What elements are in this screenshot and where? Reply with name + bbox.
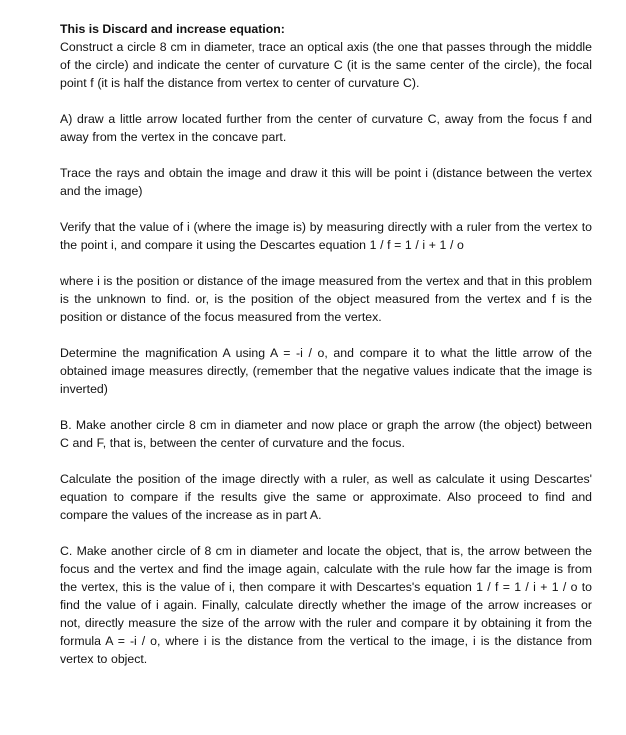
paragraph-calculate-position: Calculate the position of the image directly with a ruler, as well as calculate it using Descartes' equation to compare if the results give the same or approximate. Also proceed to find and compare the values of the increase as in part A. — [60, 472, 592, 522]
document-page — [60, 20, 592, 686]
paragraph-construct-circle: Construct a circle 8 cm in diameter, trace an optical axis (the one that passes through the middle of the circle) and indicate the center of curvature C (it is the same center of the circle), the focal point f (it is half the distance from vertex to center of curvature C). — [60, 40, 592, 90]
paragraph-part-a-arrow: A) draw a little arrow located further from the center of curvature C, away from the focus f and away from the vertex in the concave part. — [60, 112, 592, 144]
paragraph-trace-rays: Trace the rays and obtain the image and draw it this will be point i (distance between the vertex and the image) — [60, 166, 592, 198]
paragraph-variable-definitions: where i is the position or distance of the image measured from the vertex and that in this problem is the unknown to find. or, is the position of the object measured from the vertex and f is the position or distance of the focus measured from the vertex. — [60, 274, 592, 324]
paragraph-magnification: Determine the magnification A using A = -i / o, and compare it to what the little arrow of the obtained image measures directly, (remember that the negative values indicate that the image is inverted) — [60, 346, 592, 396]
document-title: This is Discard and increase equation: — [60, 22, 285, 36]
paragraph-verify-image: Verify that the value of i (where the image is) by measuring directly with a ruler from the vertex to the point i, and compare it using the Descartes equation 1 / f = 1 / i + 1 / o — [60, 220, 592, 252]
paragraph-part-b: B. Make another circle 8 cm in diameter and now place or graph the arrow (the object) between C and F, that is, between the center of curvature and the focus. — [60, 418, 592, 450]
paragraph-part-c: C. Make another circle of 8 cm in diameter and locate the object, that is, the arrow between the focus and the vertex and find the image again, calculate with the rule how far the image is from the vertex, this is the value of i, then compare it with Descartes's equation 1 / f = 1 / i + 1 / o to find the value of i again. Finally, calculate directly whether the image of the arrow increases or not, directly measure the size of the arrow with the ruler and compare it by obtaining it from the formula A = -i / o, where i is the distance from the vertical to the image, i is the distance from vertex to object. — [60, 544, 592, 666]
